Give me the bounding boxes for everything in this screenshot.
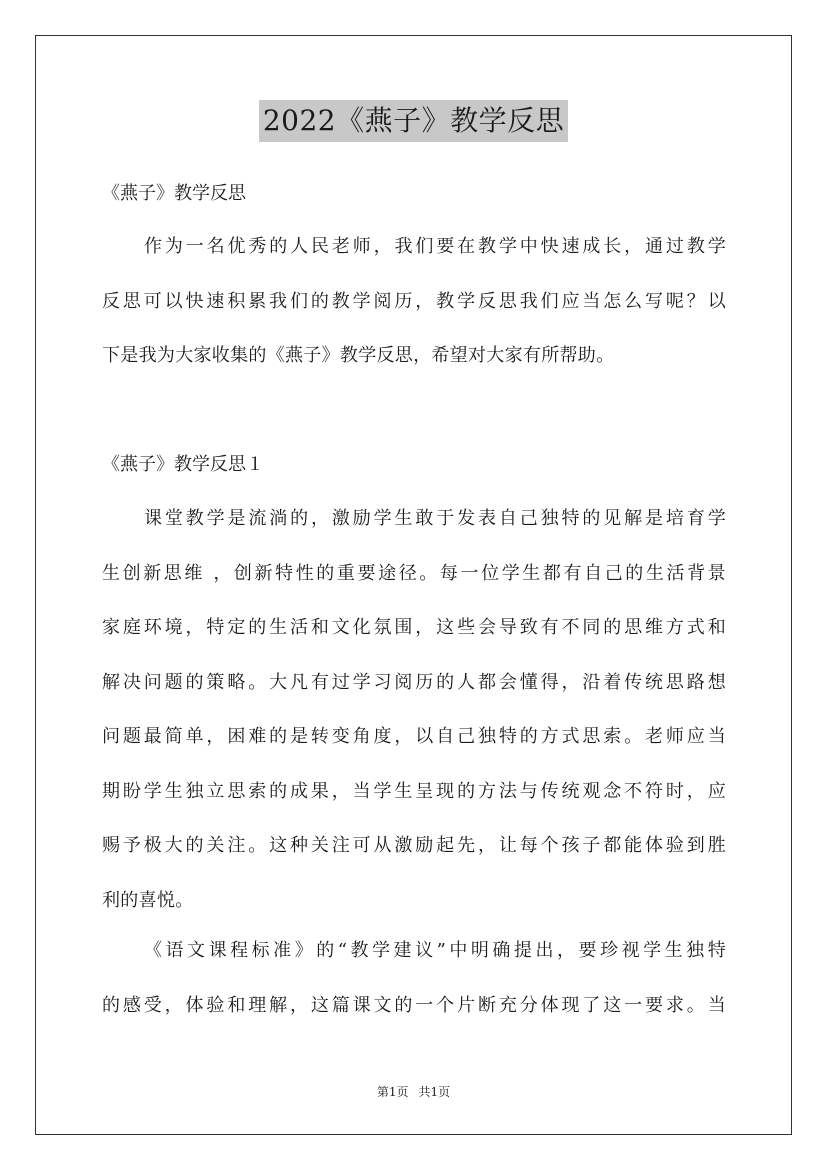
- paragraph-line: 生创新思维 ，创新特性的重要途径。每一位学生都有自己的生活背景: [102, 562, 726, 584]
- paragraph-line: 利的喜悦。: [102, 889, 194, 911]
- document-title-wrapper: [0, 100, 827, 142]
- paragraph-line: 课堂教学是流淌的，激励学生敢于发表自己独特的见解是培育学: [144, 508, 726, 529]
- paragraph-line: 期盼学生独立思索的成果，当学生呈现的方法与传统观念不符时，应: [102, 780, 726, 802]
- document-title: 2022《燕子》教学反思: [259, 100, 568, 142]
- paragraph-line: 家庭环境，特定的生活和文化氛围，这些会导致有不同的思维方式和: [102, 617, 726, 638]
- intro-line: 反思可以快速积累我们的教学阅历，教学反思我们应当怎么写呢？以: [102, 290, 726, 312]
- paragraph-1: [102, 492, 726, 928]
- page-footer: [0, 1084, 827, 1100]
- paragraph-line: 问题最简单，困难的是转变角度，以自己独特的方式思索。老师应当: [102, 726, 726, 747]
- paragraph-line: 《语文课程标准》的“教学建议”中明确提出，要珍视学生独特: [144, 940, 726, 961]
- page-total: 共1页: [418, 1085, 451, 1099]
- paragraph-2: [102, 924, 726, 1033]
- paragraph-line: 解决问题的策略。大凡有过学习阅历的人都会懂得，沿着传统思路想: [102, 671, 726, 693]
- page-number: 第1页: [376, 1085, 409, 1099]
- intro-line: 作为一名优秀的人民老师，我们要在教学中快速成长，通过教学: [144, 236, 726, 257]
- intro-line: 下是我为大家收集的《燕子》教学反思，希望对大家有所帮助。: [102, 345, 615, 366]
- paragraph-line: 的感受，体验和理解，这篇课文的一个片断充分体现了这一要求。当: [102, 994, 726, 1016]
- section-heading: 《燕子》教学反思１: [102, 454, 264, 475]
- intro-paragraph: [102, 220, 726, 384]
- document-subtitle: 《燕子》教学反思: [102, 183, 246, 204]
- paragraph-line: 赐予极大的关注。这种关注可从激励起先，让每个孩子都能体验到胜: [102, 835, 726, 856]
